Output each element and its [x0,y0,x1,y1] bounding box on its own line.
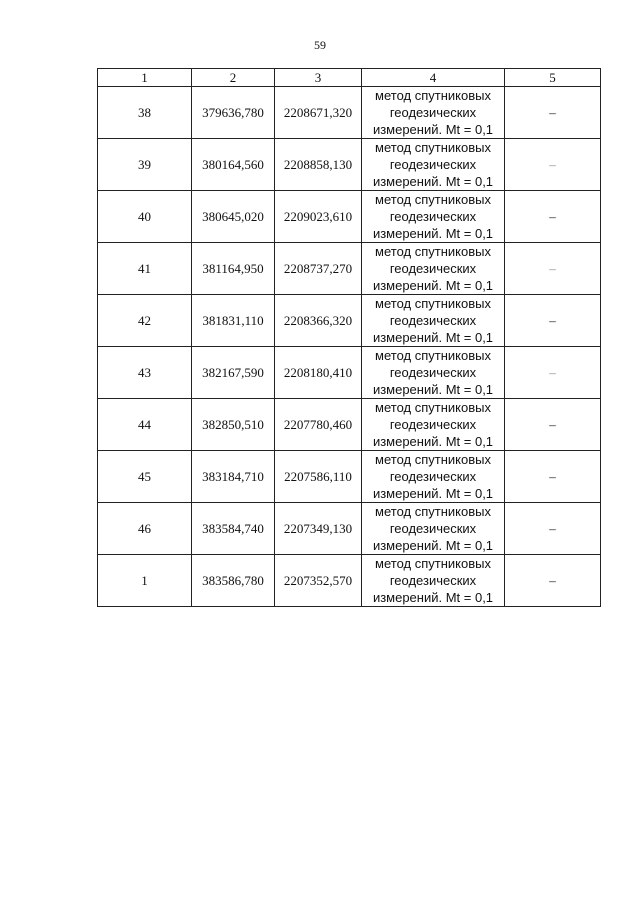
note-dash: – [505,243,601,295]
method-line: геодезических [389,469,477,484]
point-number: 43 [98,347,192,399]
method-line: геодезических [389,313,477,328]
x-coordinate: 382850,510 [192,399,275,451]
point-number: 42 [98,295,192,347]
method-description [362,139,505,191]
note-dash: – [505,139,601,191]
method-line: измерений. Mt = 0,1 [372,226,494,241]
method-description [362,399,505,451]
note-dash: – [505,399,601,451]
table-row [98,243,601,295]
y-coordinate: 2208366,320 [275,295,362,347]
x-coordinate: 380645,020 [192,191,275,243]
method-description [362,451,505,503]
method-line: метод спутниковых [375,348,491,363]
x-coordinate: 381164,950 [192,243,275,295]
y-coordinate: 2207780,460 [275,399,362,451]
method-line: измерений. Mt = 0,1 [372,382,494,397]
table-row [98,399,601,451]
y-coordinate: 2208671,320 [275,87,362,139]
method-line: измерений. Mt = 0,1 [372,122,494,137]
note-dash: – [505,555,601,607]
y-coordinate: 2208737,270 [275,243,362,295]
method-line: метод спутниковых [375,88,491,103]
x-coordinate: 383184,710 [192,451,275,503]
y-coordinate: 2207352,570 [275,555,362,607]
method-description [362,87,505,139]
x-coordinate: 383586,780 [192,555,275,607]
table-row [98,451,601,503]
y-coordinate: 2208180,410 [275,347,362,399]
method-line: измерений. Mt = 0,1 [372,278,494,293]
x-coordinate: 379636,780 [192,87,275,139]
column-header: 5 [505,69,601,87]
column-header: 2 [192,69,275,87]
method-description [362,555,505,607]
y-coordinate: 2207349,130 [275,503,362,555]
column-header: 1 [98,69,192,87]
column-header: 4 [362,69,505,87]
method-line: метод спутниковых [375,452,491,467]
point-number: 44 [98,399,192,451]
note-dash: – [505,295,601,347]
method-description [362,347,505,399]
x-coordinate: 381831,110 [192,295,275,347]
x-coordinate: 383584,740 [192,503,275,555]
table-row [98,347,601,399]
coordinates-table [97,68,601,607]
method-line: метод спутниковых [375,192,491,207]
method-line: метод спутниковых [375,296,491,311]
method-line: метод спутниковых [375,556,491,571]
point-number: 1 [98,555,192,607]
method-line: метод спутниковых [375,140,491,155]
table-row [98,87,601,139]
note-dash: – [505,503,601,555]
method-description [362,295,505,347]
method-line: геодезических [389,209,477,224]
table-row [98,555,601,607]
method-line: геодезических [389,365,477,380]
note-dash: – [505,191,601,243]
x-coordinate: 380164,560 [192,139,275,191]
point-number: 41 [98,243,192,295]
method-description [362,191,505,243]
note-dash: – [505,451,601,503]
method-line: геодезических [389,261,477,276]
y-coordinate: 2208858,130 [275,139,362,191]
method-line: геодезических [389,157,477,172]
method-line: геодезических [389,573,477,588]
note-dash: – [505,347,601,399]
point-number: 39 [98,139,192,191]
point-number: 38 [98,87,192,139]
table-row [98,503,601,555]
method-description [362,503,505,555]
x-coordinate: 382167,590 [192,347,275,399]
method-line: измерений. Mt = 0,1 [372,538,494,553]
method-line: метод спутниковых [375,504,491,519]
note-dash: – [505,87,601,139]
method-line: измерений. Mt = 0,1 [372,330,494,345]
method-line: измерений. Mt = 0,1 [372,174,494,189]
method-line: измерений. Mt = 0,1 [372,590,494,605]
y-coordinate: 2207586,110 [275,451,362,503]
method-line: метод спутниковых [375,400,491,415]
method-line: измерений. Mt = 0,1 [372,434,494,449]
table-row [98,191,601,243]
method-line: метод спутниковых [375,244,491,259]
method-line: геодезических [389,417,477,432]
y-coordinate: 2209023,610 [275,191,362,243]
table-row [98,139,601,191]
table-header-row [98,69,601,87]
point-number: 45 [98,451,192,503]
table-row [98,295,601,347]
method-line: геодезических [389,105,477,120]
point-number: 40 [98,191,192,243]
column-header: 3 [275,69,362,87]
method-description [362,243,505,295]
point-number: 46 [98,503,192,555]
page-number: 59 [314,38,326,52]
method-line: геодезических [389,521,477,536]
method-line: измерений. Mt = 0,1 [372,486,494,501]
